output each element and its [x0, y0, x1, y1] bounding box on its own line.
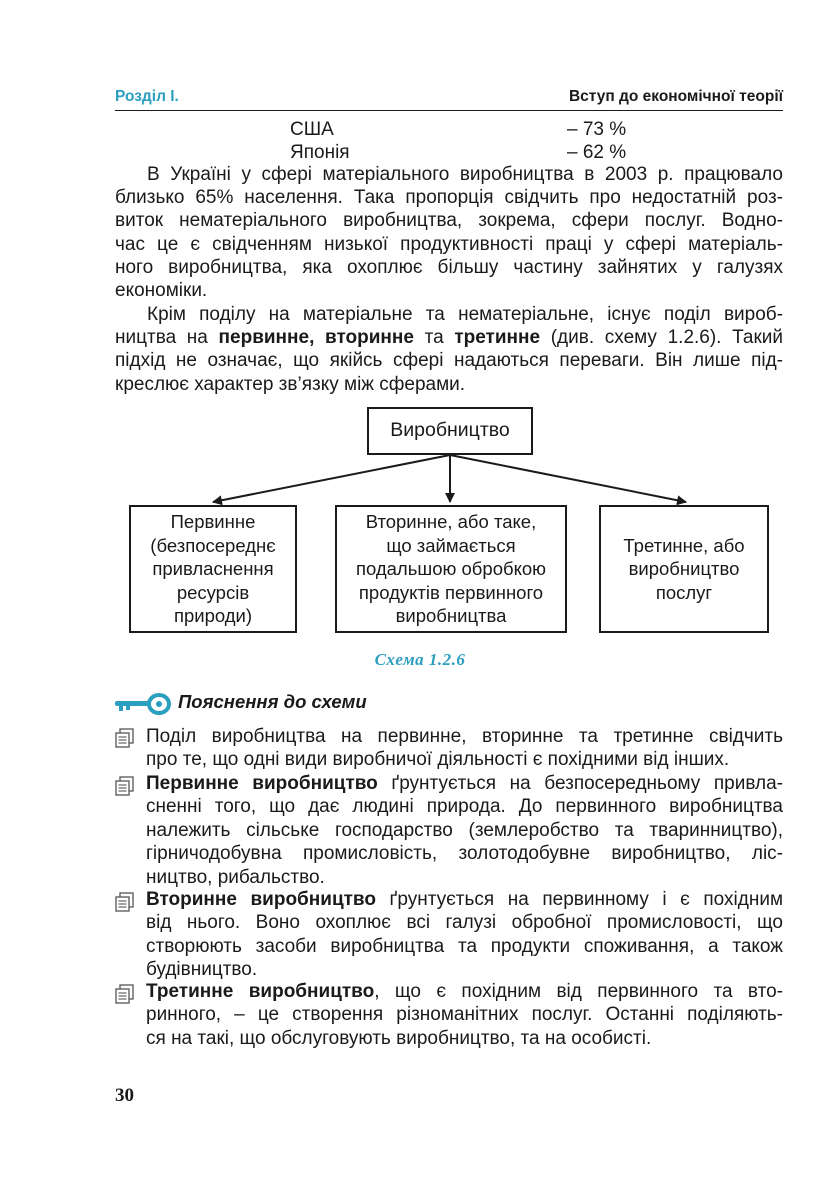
- term-tertiary: третинне: [454, 327, 541, 349]
- text-line: підхід не означає, що якійсь сфері надаються переваги. Він лише під-: [115, 350, 783, 372]
- explanation-title: Пояснення до схеми: [178, 691, 367, 712]
- notes-icon: [115, 984, 135, 1004]
- notes-icon: [115, 892, 135, 912]
- text-line: В Україні у сфері матеріального виробництва в 2003 р. працювало: [147, 164, 783, 185]
- term-primary-production: Первинне виробництво: [146, 773, 378, 794]
- text-line: належить сільське господарство (землеробство та тваринництво),: [146, 819, 783, 841]
- chapter-title: Вступ до економічної теорії: [568, 88, 783, 105]
- text-line: Крім поділу на матеріальне та нематеріальне, існує поділ вироб-: [147, 304, 783, 325]
- header-divider: [115, 110, 783, 111]
- text-line: ництво, рибальство.: [146, 866, 325, 888]
- text-line: близько 65% населення. Така пропорція свідчить про недостатній роз-: [115, 187, 783, 209]
- text-line: виток нематеріального виробництва, зокрема, сфери послуг. Водно-: [115, 210, 783, 232]
- text-line: ринного, – це створення різноманітних послуг. Останні поділяють-: [146, 1004, 783, 1026]
- stat-country-usa: США: [290, 119, 334, 140]
- box-secondary: Вторинне, або таке, що займається подальшою обробкою продуктів первинного виробництва: [335, 505, 567, 633]
- text-line: креслює характер зв’язку між сферами.: [115, 373, 466, 395]
- stat-country-japan: Японія: [290, 142, 350, 163]
- paragraph-production-division: [115, 303, 783, 396]
- box-production: Виробництво: [367, 407, 533, 455]
- bullet-item-tertiary: [146, 980, 783, 1050]
- text-line: Вторинне виробництво ґрунтується на первинному і є похідним: [146, 889, 784, 910]
- text-line: від нього. Воно охоплює всі галузі обробної промисловості, що: [146, 912, 783, 934]
- scheme-caption: Схема 1.2.6: [374, 650, 466, 669]
- stat-value-usa: – 73 %: [567, 119, 627, 140]
- text-line: економіки.: [115, 280, 208, 302]
- text-line: ся на такі, що обслуговують виробництво, та на особисті.: [146, 1027, 652, 1049]
- text-line: Третинне виробництво, що є похідним від первинного та вто-: [146, 981, 783, 1002]
- notes-icon: [115, 776, 135, 796]
- text-line: гірничодобувна промисловість, золотодобувне виробництво, ліс-: [146, 843, 783, 865]
- text-line: створюють засоби виробництва та продукти споживання, а також: [146, 935, 783, 957]
- bullet-item-primary: [146, 772, 783, 889]
- text-line: будівництво.: [146, 959, 258, 981]
- box-tertiary: Третинне, або виробництво послуг: [599, 505, 769, 633]
- notes-icon: [115, 728, 135, 748]
- bullet-item-secondary: [146, 888, 783, 982]
- section-label: Розділ І.: [115, 88, 179, 105]
- key-icon: [113, 693, 173, 715]
- term-primary-secondary: первинне, вторинне: [218, 327, 414, 349]
- text-line: час це є свідченням низької продуктивності праці у сфері матеріаль-: [115, 233, 783, 255]
- paragraph-ukraine-employment: [115, 163, 783, 302]
- running-header: [115, 88, 783, 112]
- text-line: ного виробництва, яка охоплює більшу частину зайнятих у галузях: [115, 256, 783, 278]
- arrow-to-primary: [213, 455, 450, 502]
- box-primary: Первинне (безпосереднє привласнення ресурсів природи): [129, 505, 297, 633]
- text-line: про те, що одні види виробничої діяльності є похідними від інших.: [146, 749, 730, 771]
- page-number: 30: [115, 1085, 134, 1106]
- text-line: сненні того, що дає людині природа. До первинного виробництва: [146, 796, 783, 818]
- text-line: Поділ виробництва на первинне, вторинне та третинне свідчить: [146, 726, 783, 747]
- term-secondary-production: Вторинне виробництво: [146, 889, 376, 910]
- text-line: Первинне виробництво ґрунтується на безпосередньому привла-: [146, 773, 783, 794]
- term-tertiary-production: Третинне виробництво: [146, 981, 375, 1002]
- arrow-to-tertiary: [450, 455, 686, 502]
- text-line: ництва на первинне, вторинне та третинне (див. схему 1.2.6). Такий: [115, 327, 783, 349]
- bullet-item-division: [146, 725, 783, 772]
- stat-value-japan: – 62 %: [567, 142, 627, 163]
